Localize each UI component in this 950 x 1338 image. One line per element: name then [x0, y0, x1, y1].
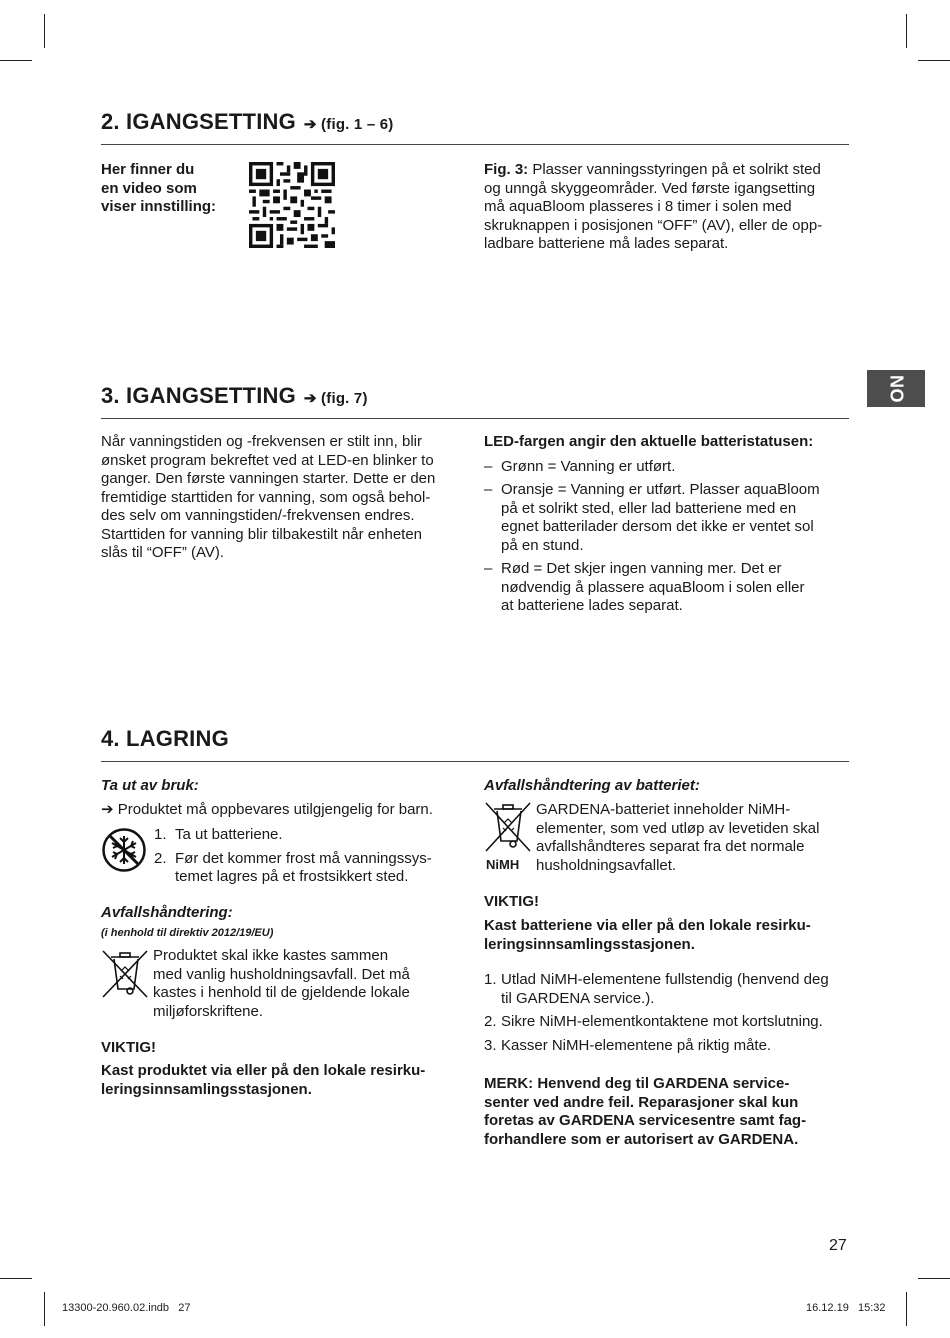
list-item: – Rød = Det skjer ingen vanning mer. Det er nødvendig å plassere aquaBloom i solen eller at batteriene lades separat. [484, 560, 805, 614]
crop-mark [906, 1292, 907, 1326]
disposal-directive: (i henhold til direktiv 2012/19/EU) [101, 927, 274, 939]
list-item: – Grønn = Vanning er utført. [484, 457, 676, 475]
nimh-label: NiMH [486, 857, 520, 872]
footer-file: 13300-20.960.02.indb 27 [62, 1302, 191, 1314]
video-text: Her finner du en video som viser innstilling: [101, 161, 217, 215]
decommission-heading: Ta ut av bruk: [101, 777, 199, 794]
section-3-body: Når vanningstiden og -frekvensen er stilt inn, blir ønsket program bekreftet ved at LED-en blinker to ganger. Den første vanningen starter. Dette er den fremtidige starttiden for vanning, som også behol- des selv om vanningstiden/-frekvensen endres. Starttiden for vanning blir tilbakestilt når enheten slås til “OFF” (AV). [101, 433, 436, 561]
crop-mark [0, 60, 32, 61]
list-item: 2. Sikre NiMH-elementkontaktene mot kortslutning. [484, 1013, 823, 1030]
crop-mark [44, 14, 45, 48]
section-divider [101, 418, 849, 419]
child-safety-line: ➔ Produktet må oppbevares utilgjengelig for barn. [101, 801, 433, 818]
led-status-list [484, 433, 854, 621]
service-note: MERK: Henvend deg til GARDENA service- senter ved andre feil. Reparasjoner skal kun foretas av GARDENA servicesentre samt fag- forhandlere som er autorisert av GARDENA. [484, 1075, 807, 1148]
section-2-fig-ref: ➔ (fig. 1 – 6) [303, 116, 394, 133]
language-tab: NO [867, 370, 925, 407]
no-frost-icon [101, 827, 147, 873]
section-3-title: 3. IGANGSETTING ➔ (fig. 7) [101, 383, 368, 408]
led-heading: LED-fargen angir den aktuelle batteristatusen: [484, 433, 814, 450]
crop-mark [918, 60, 950, 61]
important-text: Kast produktet via eller på den lokale resirku- leringsinnsamlingsstasjonen. [101, 1062, 426, 1098]
important-label: VIKTIG! [101, 1039, 156, 1056]
qr-code-icon[interactable] [249, 162, 335, 248]
section-4-title: 4. LAGRING [101, 726, 229, 751]
wheelie-bin-crossed-icon [101, 949, 149, 999]
section-3-fig-ref: ➔ (fig. 7) [303, 390, 368, 407]
crop-mark [918, 1278, 950, 1279]
fig3-text: Fig. 3: Plasser vanningsstyringen på et solrikt sted og unngå skyggeområder. Ved første igangsetting må aquaBloom plasseres i 8 timer i solen med skruknappen i posisjonen “OFF” (AV), eller de opp- ladbare batteriene må lades separat. [484, 161, 823, 252]
disposal-text: Produktet skal ikke kastes sammen med vanlig husholdningsavfall. Det må kastes i henhold til de gjeldende lokale miljøforskriftene. [153, 947, 410, 1020]
crop-mark [906, 14, 907, 48]
important-text: Kast batteriene via eller på den lokale resirku- leringsinnsamlingsstasjonen. [484, 917, 811, 953]
battery-text: GARDENA-batteriet inneholder NiMH- elementer, som ved utløp av levetiden skal avfallshåndteres separat fra det normale husholdningsavfallet. [536, 801, 820, 874]
section-divider [101, 144, 849, 145]
decommission-steps [154, 826, 474, 892]
list-item: 3. Kasser NiMH-elementene på riktig måte. [484, 1036, 772, 1054]
important-label: VIKTIG! [484, 893, 539, 910]
list-item: – Oransje = Vanning er utført. Plasser aquaBloom på et solrikt sted, eller lad batteriene med en egnet batterilader dersom det ikke er ventet sol på en stund. [484, 481, 820, 554]
crop-mark [44, 1292, 45, 1326]
disposal-heading: Avfallshåndtering: [101, 904, 233, 921]
battery-disposal-heading: Avfallshåndtering av batteriet: [484, 777, 700, 794]
list-item: 2. Før det kommer frost må vanningssys- temet lagres på et frostsikkert sted. [154, 849, 432, 885]
footer-date: 16.12.19 15:32 [806, 1302, 886, 1314]
battery-steps [484, 971, 854, 1060]
battery-bin-crossed-icon [484, 801, 532, 853]
crop-mark [0, 1278, 32, 1279]
page-number: 27 [829, 1237, 847, 1254]
list-item: 1. Ta ut batteriene. [154, 826, 283, 843]
section-2-title: 2. IGANGSETTING ➔ (fig. 1 – 6) [101, 109, 394, 134]
list-item: 1. Utlad NiMH-elementene fullstendig (henvend deg til GARDENA service.). [484, 971, 829, 1007]
section-divider [101, 761, 849, 762]
